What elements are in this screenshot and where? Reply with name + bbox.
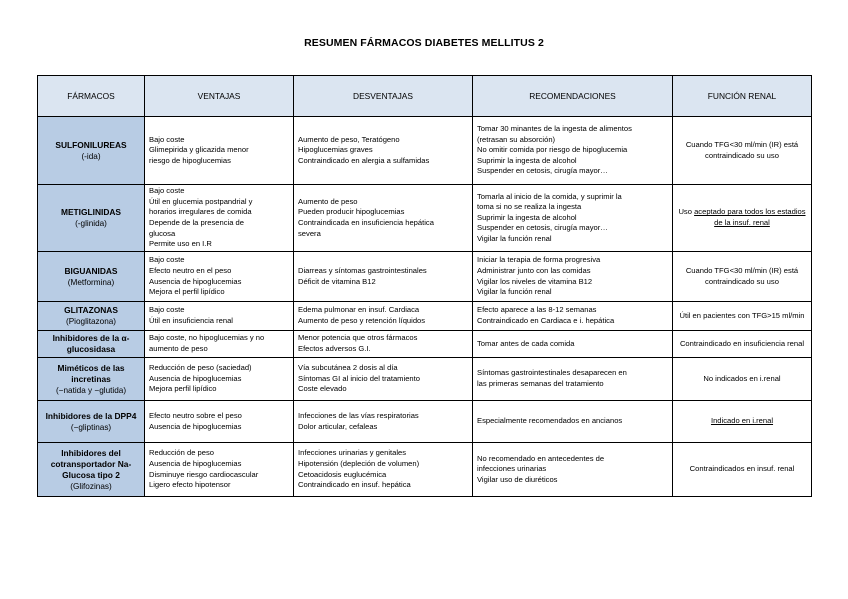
funcion-renal-cell: [673, 302, 812, 331]
ventajas-cell: [145, 302, 294, 331]
header-recomendaciones: RECOMENDACIONES: [473, 76, 673, 117]
recomendacion-line: las primeras semanas del tratamiento: [477, 379, 604, 388]
desventaja-line: Hipotensión (depleción de volumen): [298, 458, 420, 468]
renal-text: No indicados en i.renal: [703, 373, 781, 383]
recomendacion-line: Suspender en cetosis, cirugía mayor…: [477, 223, 608, 233]
drug-suffix: (-ida): [81, 151, 101, 161]
desventaja-line: Coste elevado: [298, 384, 347, 394]
desventaja-line: Síntomas GI al inicio del tratamiento: [298, 373, 420, 383]
drug-name: Miméticos de las incretinas: [57, 362, 125, 384]
ventaja-line: Ligero efecto hipotensor: [149, 480, 231, 490]
recomendacion-line: No recomendado en antecedentes de: [477, 453, 605, 463]
desventaja-line: Déficit de vitamina B12: [298, 276, 376, 286]
desventaja-line: Pueden producir hipoglucemias: [298, 207, 405, 217]
desventajas-cell: [294, 252, 473, 302]
ventajas-cell: [145, 185, 294, 252]
ventajas-cell: [145, 331, 294, 358]
ventajas-cell: [145, 401, 294, 443]
desventaja-line: Infecciones de las vías respiratorias: [298, 410, 419, 420]
recomendacion-line: Contraindicado en Cardiaca e i. hepática: [477, 316, 615, 325]
desventaja-line: severa: [298, 228, 321, 238]
header-funcion-renal: FUNCIÓN RENAL: [673, 76, 812, 117]
ventaja-line: Glimepirida y glicazida menor: [149, 145, 249, 155]
funcion-renal-cell: [673, 331, 812, 358]
recomendacion-line: Vigilar la función renal: [477, 233, 552, 243]
ventaja-line: Útil en insuficiencia renal: [149, 316, 233, 325]
recomendaciones-cell: [473, 302, 673, 331]
drug-summary-table: [37, 75, 812, 497]
drug-name: METIGLINIDAS: [60, 207, 122, 217]
ventaja-line: Mejora el perfil lipídico: [149, 287, 225, 297]
desventaja-line: Aumento de peso: [298, 196, 358, 206]
recomendaciones-cell: [473, 252, 673, 302]
funcion-renal-cell: [673, 358, 812, 401]
table-row: [38, 185, 812, 252]
renal-underlined-text: Indicado en i.renal: [710, 416, 774, 426]
page-title: RESUMEN FÁRMACOS DIABETES MELLITUS 2: [304, 37, 544, 49]
table-row: [38, 443, 812, 497]
drug-name: BIGUANIDAS: [64, 265, 118, 276]
ventaja-line: Ausencia de hipoglucemias: [149, 421, 242, 431]
drug-suffix: (−natida y −glutida): [55, 385, 127, 395]
header-ventajas: VENTAJAS: [145, 76, 294, 117]
drug-cell: [38, 401, 145, 443]
drug-cell: [38, 302, 145, 331]
drug-name: Inhibidores de la DPP4: [45, 410, 137, 421]
table-header-row: [38, 76, 812, 117]
recomendaciones-cell: [473, 443, 673, 497]
table-row: [38, 358, 812, 401]
desventajas-cell: [294, 358, 473, 401]
desventaja-line: Hipoglucemias graves: [298, 145, 373, 155]
desventaja-line: Edema pulmonar en insuf. Cardiaca: [298, 305, 420, 315]
ventaja-line: Bajo coste: [149, 305, 185, 315]
drug-cell: [38, 443, 145, 497]
desventajas-cell: [294, 401, 473, 443]
desventaja-line: Vía subcutánea 2 dosis al día: [298, 363, 398, 373]
recomendacion-line: Especialmente recomendados en ancianos: [477, 416, 623, 426]
desventaja-line: Diarreas y síntomas gastrointestinales: [298, 265, 427, 275]
recomendacion-line: Tomarla al inicio de la comida, y suprimir la: [477, 191, 622, 201]
recomendacion-line: toma si no se realiza la ingesta: [477, 202, 582, 212]
desventaja-line: Infecciones urinarias y genitales: [298, 448, 407, 458]
renal-underlined-text: aceptado para todos los estadios de la insuf. renal: [694, 207, 806, 227]
drug-name: Inhibidores de la α-glucosidasa: [52, 333, 130, 354]
ventaja-line: glucosa: [149, 228, 176, 238]
recomendacion-line: Suprimir la ingesta de alcohol: [477, 155, 577, 165]
ventaja-line: Efecto neutro en el peso: [149, 265, 232, 275]
ventajas-cell: [145, 252, 294, 302]
ventajas-cell: [145, 358, 294, 401]
renal-text: Cuando TFG<30 ml/min (IR) está contraindicado su uso: [685, 139, 799, 160]
ventaja-line: Bajo coste: [149, 255, 185, 265]
recomendacion-line: Suspender en cetosis, cirugía mayor…: [477, 166, 608, 176]
desventaja-line: Aumento de peso y retención líquidos: [298, 316, 426, 325]
header-desventajas: DESVENTAJAS: [294, 76, 473, 117]
recomendacion-line: infecciones urinarias: [477, 464, 547, 474]
header-farmacos: FÁRMACOS: [38, 76, 145, 117]
desventajas-cell: [294, 331, 473, 358]
ventaja-line: horarios irregulares de comida: [149, 207, 252, 217]
recomendacion-line: Vigilar los niveles de vitamina B12: [477, 276, 593, 286]
ventaja-line: Permite uso en I.R: [149, 239, 212, 249]
desventaja-line: Dolor articular, cefaleas: [298, 421, 378, 431]
desventaja-line: Cetoacidosis euglucémica: [298, 469, 387, 479]
recomendaciones-cell: [473, 401, 673, 443]
desventajas-cell: [294, 302, 473, 331]
renal-text: Útil en pacientes con TFG>15 ml/min: [679, 310, 805, 320]
funcion-renal-cell: [673, 117, 812, 185]
recomendacion-line: Vigilar la función renal: [477, 287, 552, 297]
drug-cell: [38, 117, 145, 185]
drug-name: SULFONILUREAS: [55, 139, 127, 150]
drug-suffix: (−gliptinas): [70, 422, 112, 432]
renal-text: Contraindicado en insuficiencia renal: [679, 338, 805, 348]
funcion-renal-cell: [673, 401, 812, 443]
recomendacion-line: Síntomas gastrointestinales desaparecen en: [477, 368, 627, 378]
recomendaciones-cell: [473, 331, 673, 358]
drug-suffix: (Metformina): [67, 277, 115, 287]
funcion-renal-cell: [673, 443, 812, 497]
recomendacion-line: Iniciar la terapia de forma progresiva: [477, 255, 601, 265]
drug-name: GLITAZONAS: [64, 305, 118, 315]
ventaja-line: Útil en glucemia postpandrial y: [149, 196, 253, 206]
ventaja-line: Depende de la presencia de: [149, 218, 244, 227]
drug-suffix: (-glinida): [75, 219, 107, 228]
table-row: [38, 302, 812, 331]
ventaja-line: riesgo de hipoglucemias: [149, 155, 231, 165]
ventaja-line: Bajo coste, no hipoglucemias y no aumento de peso: [149, 333, 265, 353]
desventaja-line: Efectos adversos G.I.: [298, 344, 371, 353]
ventaja-line: Reducción de peso: [149, 448, 215, 458]
drug-suffix: (Pioglitazona): [65, 317, 117, 326]
recomendaciones-cell: [473, 358, 673, 401]
funcion-renal-cell: [673, 185, 812, 252]
recomendacion-line: Suprimir la ingesta de alcohol: [477, 212, 577, 222]
recomendacion-line: Tomar antes de cada comida: [477, 338, 575, 348]
table-row: [38, 252, 812, 302]
drug-cell: [38, 252, 145, 302]
desventajas-cell: [294, 117, 473, 185]
recomendacion-line: (retrasan su absorción): [477, 134, 556, 144]
ventaja-line: Reducción de peso (saciedad): [149, 363, 252, 373]
desventaja-line: Contraindicada en insuficiencia hepática: [298, 218, 434, 227]
table-body: [38, 117, 812, 497]
desventaja-line: Aumento de peso, Teratógeno: [298, 134, 400, 144]
funcion-renal-cell: [673, 252, 812, 302]
recomendaciones-cell: [473, 117, 673, 185]
renal-text: Cuando TFG<30 ml/min (IR) está contraindicado su uso: [685, 265, 799, 286]
ventajas-cell: [145, 443, 294, 497]
drug-suffix: (Glifozinas): [70, 481, 112, 491]
recomendacion-line: No omitir comida por riesgo de hipoglucemia: [477, 145, 628, 155]
desventajas-cell: [294, 185, 473, 252]
ventaja-line: Ausencia de hipoglucemias: [149, 458, 242, 468]
drug-cell: [38, 185, 145, 252]
recomendaciones-cell: [473, 185, 673, 252]
ventaja-line: Bajo coste: [149, 186, 185, 196]
drug-cell: [38, 358, 145, 401]
ventaja-line: Ausencia de hipoglucemias: [149, 276, 242, 286]
ventaja-line: Efecto neutro sobre el peso: [149, 410, 242, 420]
renal-text: Uso: [678, 207, 695, 217]
desventaja-line: Contraindicado en alergia a sulfamidas: [298, 155, 430, 165]
ventaja-line: Bajo coste: [149, 134, 185, 144]
desventaja-line: Menor potencia que otros fármacos: [298, 333, 418, 343]
table-row: [38, 117, 812, 185]
table-row: [38, 401, 812, 443]
drug-cell: [38, 331, 145, 358]
recomendacion-line: Tomar 30 minantes de la ingesta de alimentos: [477, 124, 632, 134]
ventajas-cell: [145, 117, 294, 185]
recomendacion-line: Administrar junto con las comidas: [477, 265, 591, 275]
recomendacion-line: Vigilar uso de diuréticos: [477, 474, 558, 484]
ventaja-line: Ausencia de hipoglucemias: [149, 373, 242, 383]
ventaja-line: Mejora perfil lipídico: [149, 384, 217, 394]
renal-text: Contraindicados en insuf. renal: [689, 464, 795, 474]
drug-name: Inhibidores del cotransportador Na-Glucosa tipo 2: [50, 447, 132, 480]
ventaja-line: Disminuye riesgo cardiocascular: [149, 469, 259, 479]
desventaja-line: Contraindicado en insuf. hepática: [298, 480, 411, 490]
table-row: [38, 331, 812, 358]
desventajas-cell: [294, 443, 473, 497]
recomendacion-line: Efecto aparece a las 8-12 semanas: [477, 305, 597, 315]
